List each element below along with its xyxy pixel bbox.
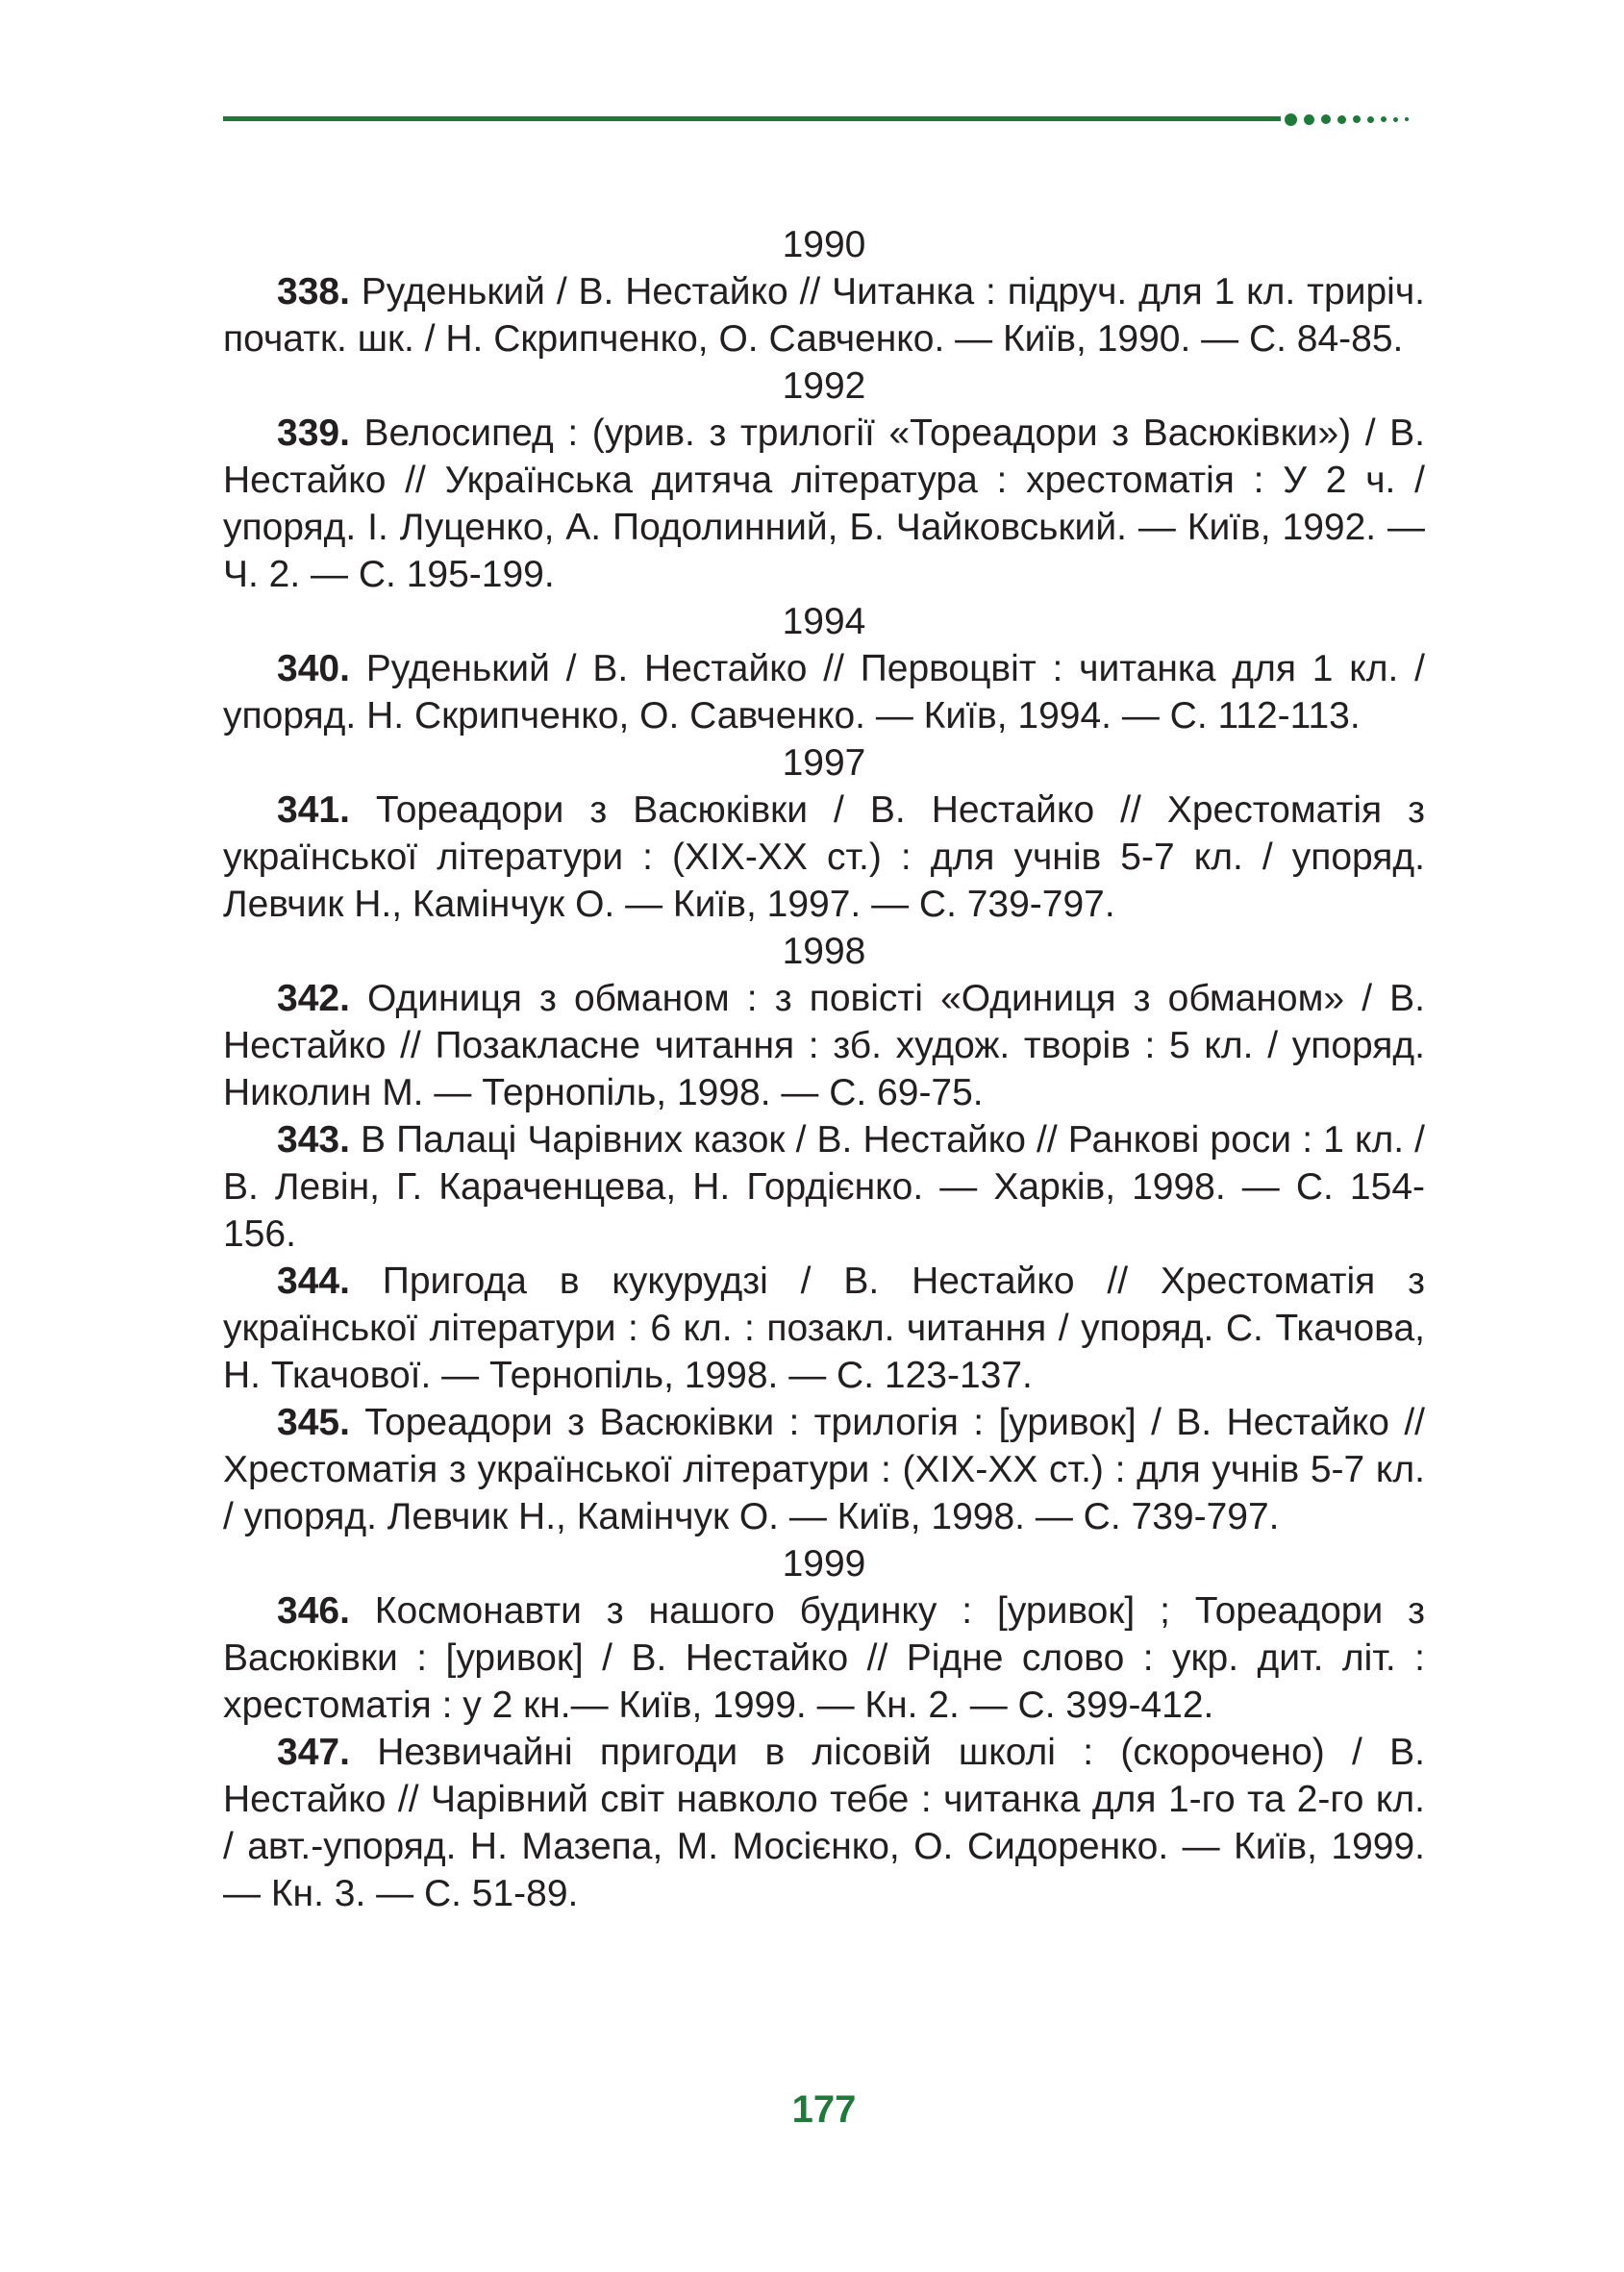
entry-number: 346. (277, 1590, 350, 1632)
entry-text: Руденький / В. Нестайко // Читанка : підруч. для 1 кл. триріч. початк. шк. / Н. Скрипченко, О. Савченко. — Київ, 1990. — С. 84-85. (223, 271, 1425, 360)
entry-number: 344. (277, 1261, 350, 1302)
entry-text: Космонавти з нашого будинку : [уривок] ; Тореадори з Васюківки : [уривок] / В. Нестайко // Рідне слово : укр. дит. літ. : хрестоматія : у 2 кн.— Київ, 1999. — Кн. 2. — С. 399-412. (223, 1590, 1425, 1726)
bibliography-entry (223, 975, 1425, 1116)
header-dots (1285, 112, 1415, 127)
bibliography-entry (223, 786, 1425, 928)
bibliography-entry (223, 1399, 1425, 1540)
entry-text: Пригода в кукурудзі / В. Нестайко // Хрестоматія з української літератури : 6 кл. : позакл. читання / упоряд. С. Ткачова, Н. Ткачової. — Тернопіль, 1998. — С. 123-137. (223, 1261, 1426, 1396)
entry-number: 338. (277, 271, 350, 312)
year-heading: 1990 (782, 224, 866, 265)
entry-text: Велосипед : (урив. з трилогії «Тореадори з Васюківки») / В. Нестайко // Українська дитяча література : хрестоматія : У 2 ч. / упоряд. І. Луценко, А. Подолинний, Б. Чайковський. — Київ, 1992. — Ч. 2. — С. 195-199. (223, 412, 1425, 595)
year-heading: 1999 (782, 1543, 866, 1585)
entry-number: 340. (277, 648, 350, 689)
bibliography-entry (223, 410, 1425, 598)
year-heading: 1997 (782, 742, 866, 784)
entry-number: 343. (277, 1119, 350, 1161)
bibliography-entry (223, 1116, 1425, 1258)
bibliography-entry (223, 268, 1425, 362)
bibliography-entry (223, 1587, 1425, 1729)
bibliography-entry (223, 645, 1425, 739)
year-heading: 1998 (782, 931, 866, 972)
entry-number: 342. (277, 978, 350, 1019)
entry-text: Тореадори з Васюківки / В. Нестайко // Хрестоматія з української літератури : (XIX-XX ст.) : для учнів 5-7 кл. / упоряд. Левчик Н., Камінчук О. — Київ, 1997. — С. 739-797. (223, 789, 1426, 925)
entry-text: Незвичайні пригоди в лісовій школі : (скорочено) / В. Нестайко // Чарівний світ навколо тебе : читанка для 1-го та 2-го кл. / авт.-упоряд. Н. Мазепа, М. Мосієнко, О. Сидоренко. — Київ, 1999. — Кн. 3. — С. 51-89. (223, 1732, 1425, 1914)
entry-number: 341. (277, 789, 350, 831)
bibliography-list (223, 221, 1425, 1917)
entry-text: Одиниця з обманом : з повісті «Одиниця з обманом» / В. Нестайко // Позакласне читання : зб. худож. творів : 5 кл. / упоряд. Николин М. — Тернопіль, 1998. — С. 69-75. (223, 978, 1425, 1113)
entry-text: Тореадори з Васюківки : трилогія : [уривок] / В. Нестайко // Хрестоматія з української літератури : (XIX-XX ст.) : для учнів 5-7 кл. / упоряд. Левчик Н., Камінчук О. — Київ, 1998. — С. 739-797. (223, 1402, 1425, 1537)
bibliography-entry (223, 1258, 1425, 1399)
year-heading: 1994 (782, 601, 866, 642)
entry-number: 345. (277, 1402, 350, 1443)
entry-text: Руденький / В. Нестайко // Первоцвіт : читанка для 1 кл. / упоряд. Н. Скрипченко, О. Савченко. — Київ, 1994. — С. 112-113. (223, 648, 1425, 737)
header-rule (223, 116, 1281, 121)
bibliography-entry (223, 1729, 1425, 1917)
entry-number: 347. (277, 1732, 350, 1773)
entry-text: В Палаці Чарівних казок / В. Нестайко // Ранкові роси : 1 кл. / В. Левін, Г. Караченцева, Н. Гордієнко. — Харків, 1998. — С. 154-156. (223, 1119, 1425, 1255)
entry-number: 339. (277, 412, 350, 454)
year-heading: 1992 (782, 365, 866, 407)
page-number: 177 (791, 2088, 857, 2131)
